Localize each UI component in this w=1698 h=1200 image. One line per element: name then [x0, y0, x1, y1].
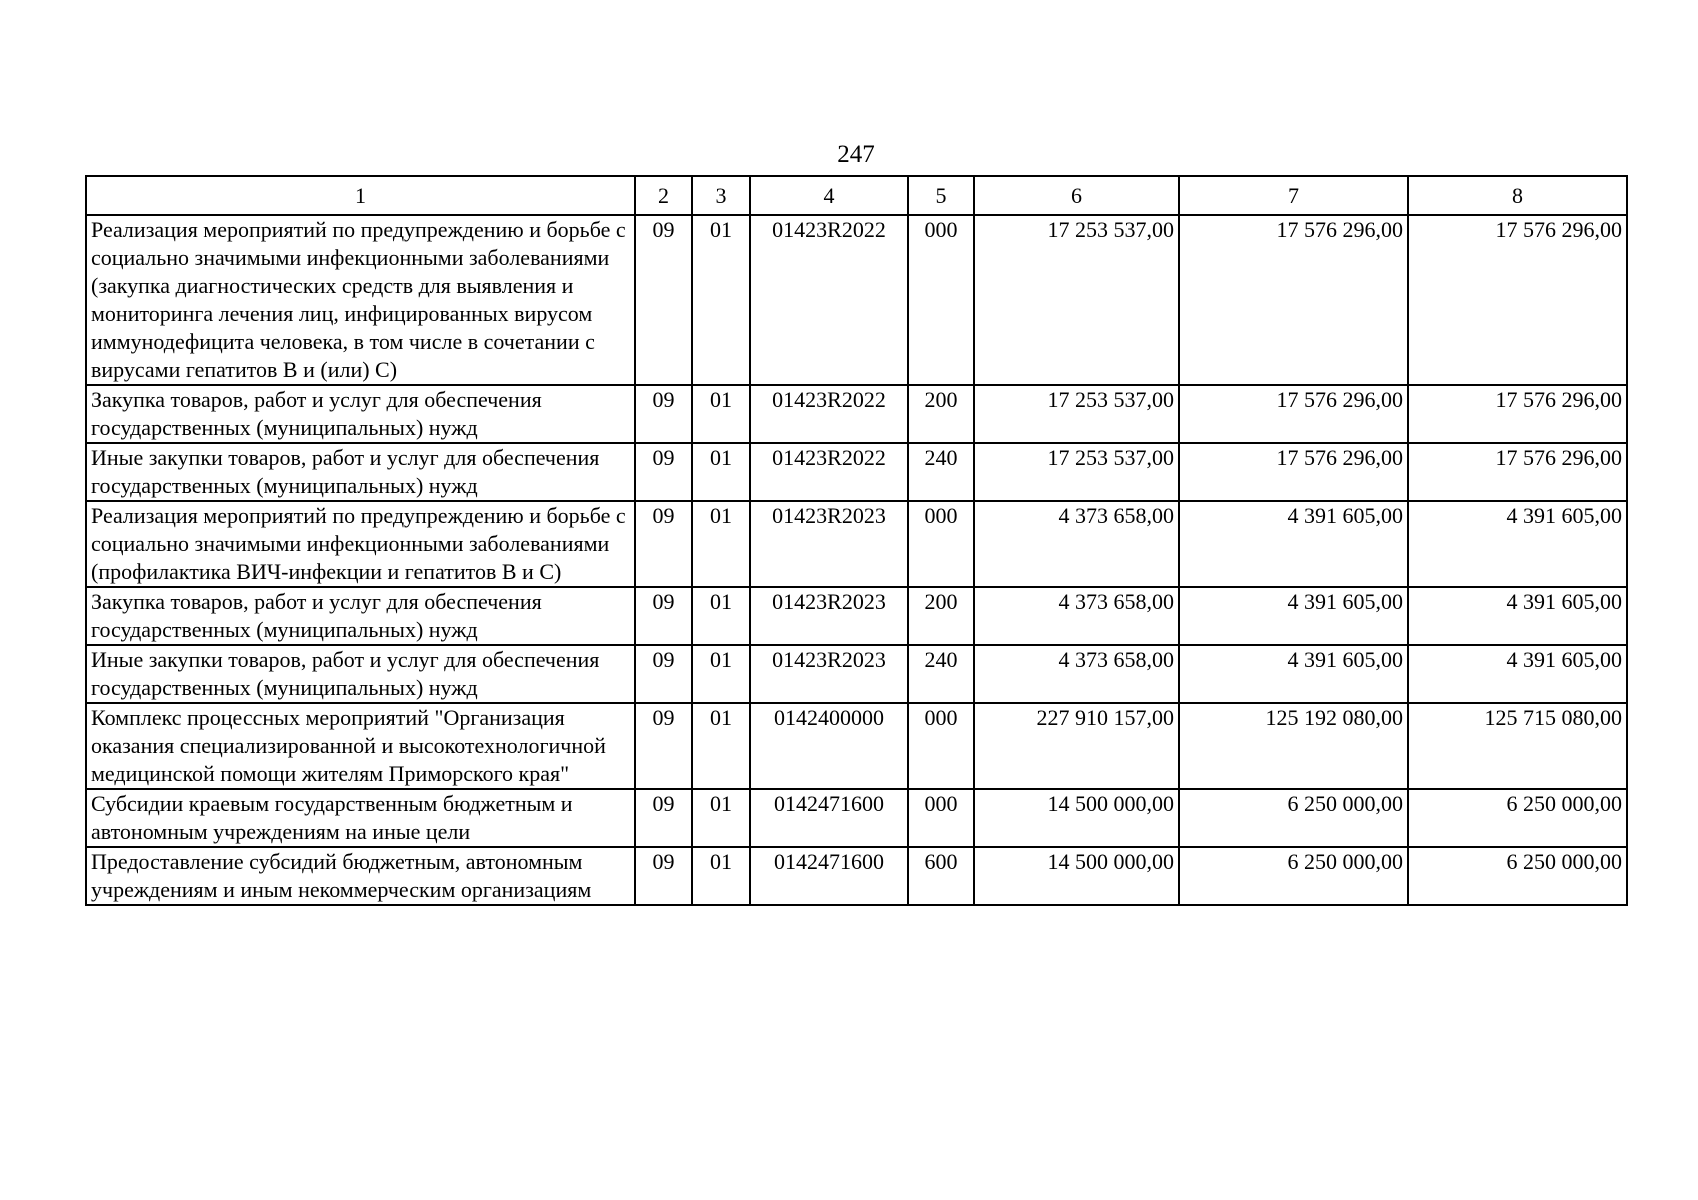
- column-header-5: 5: [908, 176, 974, 215]
- amount-col-8: 125 715 080,00: [1408, 703, 1627, 789]
- section-code: 09: [635, 789, 692, 847]
- subsection-code: 01: [692, 703, 750, 789]
- row-name: Реализация мероприятий по предупреждению и борьбе с социально значимыми инфекционными заболеваниями (профилактика ВИЧ-инфекции и гепатитов В и С): [86, 501, 635, 587]
- row-name: Субсидии краевым государственным бюджетным и автономным учреждениям на иные цели: [86, 789, 635, 847]
- amount-col-6: 14 500 000,00: [974, 789, 1179, 847]
- subsection-code: 01: [692, 587, 750, 645]
- amount-col-8: 17 576 296,00: [1408, 443, 1627, 501]
- amount-col-7: 17 576 296,00: [1179, 443, 1408, 501]
- amount-col-6: 17 253 537,00: [974, 385, 1179, 443]
- expense-type-code: 200: [908, 385, 974, 443]
- target-article-code: 01423R2023: [750, 645, 908, 703]
- page-number: 247: [837, 141, 875, 168]
- section-code: 09: [635, 645, 692, 703]
- column-header-1: 1: [86, 176, 635, 215]
- subsection-code: 01: [692, 215, 750, 385]
- column-header-7: 7: [1179, 176, 1408, 215]
- amount-col-7: 17 576 296,00: [1179, 215, 1408, 385]
- section-code: 09: [635, 587, 692, 645]
- row-name: Закупка товаров, работ и услуг для обеспечения государственных (муниципальных) нужд: [86, 385, 635, 443]
- row-name: Реализация мероприятий по предупреждению и борьбе с социально значимыми инфекционными заболеваниями (закупка диагностических средств для выявления и мониторинга лечения лиц, инфицированных вирусом иммунодефицита человека, в том числе в сочетании с вирусами гепатитов В и (или) С): [86, 215, 635, 385]
- column-header-4: 4: [750, 176, 908, 215]
- subsection-code: 01: [692, 789, 750, 847]
- section-code: 09: [635, 215, 692, 385]
- target-article-code: 01423R2022: [750, 215, 908, 385]
- target-article-code: 0142471600: [750, 847, 908, 905]
- expense-type-code: 200: [908, 587, 974, 645]
- target-article-code: 01423R2023: [750, 587, 908, 645]
- subsection-code: 01: [692, 645, 750, 703]
- column-header-3: 3: [692, 176, 750, 215]
- column-header-8: 8: [1408, 176, 1627, 215]
- target-article-code: 0142471600: [750, 789, 908, 847]
- column-header-6: 6: [974, 176, 1179, 215]
- amount-col-7: 6 250 000,00: [1179, 847, 1408, 905]
- amount-col-6: 17 253 537,00: [974, 215, 1179, 385]
- amount-col-7: 125 192 080,00: [1179, 703, 1408, 789]
- amount-col-6: 17 253 537,00: [974, 443, 1179, 501]
- table-row: [86, 703, 1627, 789]
- amount-col-6: 4 373 658,00: [974, 587, 1179, 645]
- subsection-code: 01: [692, 847, 750, 905]
- row-name: Закупка товаров, работ и услуг для обеспечения государственных (муниципальных) нужд: [86, 587, 635, 645]
- amount-col-7: 4 391 605,00: [1179, 501, 1408, 587]
- expense-type-code: 000: [908, 501, 974, 587]
- row-name: Иные закупки товаров, работ и услуг для обеспечения государственных (муниципальных) нужд: [86, 443, 635, 501]
- target-article-code: 01423R2022: [750, 385, 908, 443]
- amount-col-8: 4 391 605,00: [1408, 587, 1627, 645]
- amount-col-8: 17 576 296,00: [1408, 215, 1627, 385]
- target-article-code: 0142400000: [750, 703, 908, 789]
- section-code: 09: [635, 385, 692, 443]
- row-name: Комплекс процессных мероприятий "Организация оказания специализированной и высокотехнологичной медицинской помощи жителям Приморского края": [86, 703, 635, 789]
- section-code: 09: [635, 847, 692, 905]
- section-code: 09: [635, 501, 692, 587]
- amount-col-8: 6 250 000,00: [1408, 789, 1627, 847]
- budget-table: [85, 175, 1628, 906]
- amount-col-6: 14 500 000,00: [974, 847, 1179, 905]
- table-row: [86, 501, 1627, 587]
- table-row: [86, 385, 1627, 443]
- target-article-code: 01423R2022: [750, 443, 908, 501]
- row-name: Иные закупки товаров, работ и услуг для обеспечения государственных (муниципальных) нужд: [86, 645, 635, 703]
- expense-type-code: 240: [908, 443, 974, 501]
- table-row: [86, 645, 1627, 703]
- amount-col-7: 6 250 000,00: [1179, 789, 1408, 847]
- table-row: [86, 587, 1627, 645]
- row-name: Предоставление субсидий бюджетным, автономным учреждениям и иным некоммерческим организациям: [86, 847, 635, 905]
- expense-type-code: 000: [908, 703, 974, 789]
- subsection-code: 01: [692, 443, 750, 501]
- section-code: 09: [635, 703, 692, 789]
- section-code: 09: [635, 443, 692, 501]
- table-row: [86, 789, 1627, 847]
- expense-type-code: 000: [908, 215, 974, 385]
- subsection-code: 01: [692, 385, 750, 443]
- target-article-code: 01423R2023: [750, 501, 908, 587]
- amount-col-7: 4 391 605,00: [1179, 645, 1408, 703]
- amount-col-6: 4 373 658,00: [974, 501, 1179, 587]
- amount-col-8: 6 250 000,00: [1408, 847, 1627, 905]
- amount-col-6: 4 373 658,00: [974, 645, 1179, 703]
- subsection-code: 01: [692, 501, 750, 587]
- amount-col-7: 17 576 296,00: [1179, 385, 1408, 443]
- expense-type-code: 000: [908, 789, 974, 847]
- amount-col-7: 4 391 605,00: [1179, 587, 1408, 645]
- table-row: [86, 443, 1627, 501]
- table-row: [86, 215, 1627, 385]
- amount-col-8: 17 576 296,00: [1408, 385, 1627, 443]
- amount-col-6: 227 910 157,00: [974, 703, 1179, 789]
- column-header-2: 2: [635, 176, 692, 215]
- expense-type-code: 240: [908, 645, 974, 703]
- expense-type-code: 600: [908, 847, 974, 905]
- amount-col-8: 4 391 605,00: [1408, 501, 1627, 587]
- header-row: [86, 176, 1627, 215]
- table-row: [86, 847, 1627, 905]
- amount-col-8: 4 391 605,00: [1408, 645, 1627, 703]
